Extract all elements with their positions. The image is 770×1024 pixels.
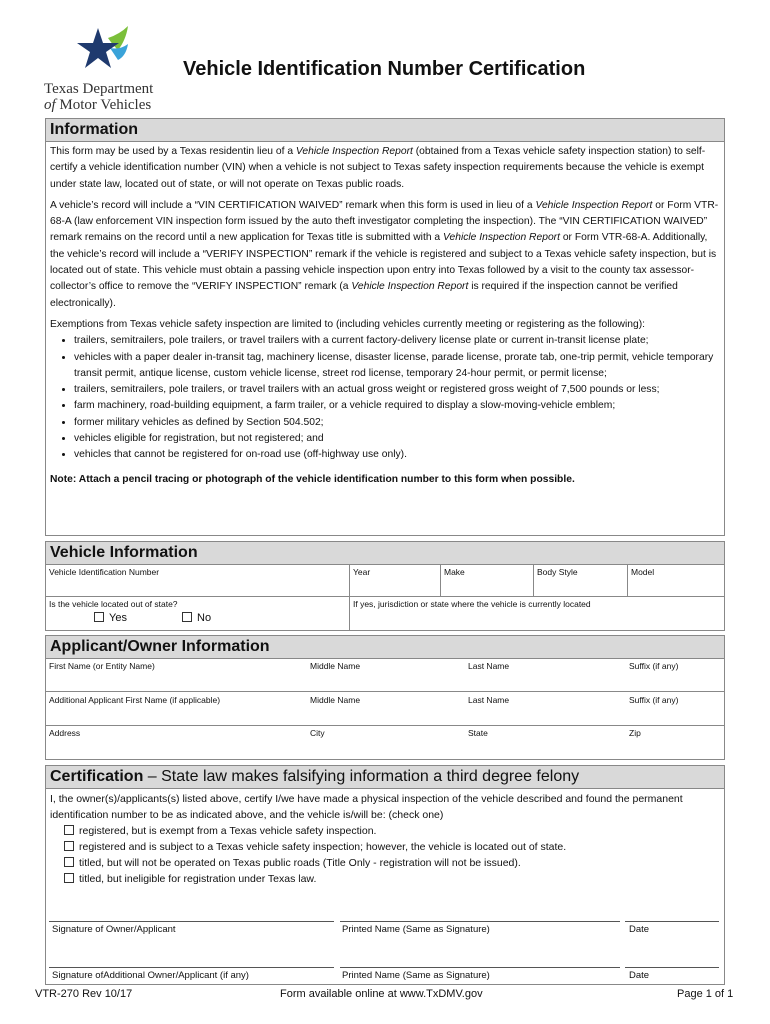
jurisdiction-field[interactable]: If yes, jurisdiction or state where the vehicle is currently located [353, 599, 591, 609]
information-body [46, 142, 724, 488]
additional-middle-name-field[interactable]: Middle Name [310, 695, 361, 705]
additional-first-name-field[interactable]: Additional Applicant First Name (if applicable) [49, 695, 221, 705]
vehicle-information-heading: Vehicle Information [46, 542, 724, 565]
star-logo-icon [76, 24, 136, 82]
checkbox-icon [182, 612, 192, 622]
first-name-field[interactable]: First Name (or Entity Name) [49, 661, 155, 671]
info-paragraph-2: A vehicle’s record will include a “VIN CERTIFICATION WAIVED” remark when this form is used in lieu of a Vehicle Inspection Report or Form VTR-68-A (law enforcement VIN inspection form issued by the auto theft investigator completing the inspection). The “VIN CERTIFICATION WAIVED” remark remains on the record until a new application for Texas title is submitted with a Vehicle Inspection Report or Form VTR-68-A. Additionally, the vehicle’s record will include a “VERIFY INSPECTION” remark if the vehicle is registered and subject to a Texas vehicle safety inspection, but is located out of state. This vehicle must obtain a passing vehicle inspection upon entry into Texas followed by a visit to the county tax assessor-collector’s office to remove the “VERIFY INSPECTION” remark (a Vehicle Inspection Report is required if the inspection cannot be verified electronically). [50, 199, 719, 309]
last-name-field[interactable]: Last Name [468, 661, 510, 671]
body-style-field[interactable]: Body Style [537, 567, 578, 577]
checkbox-icon [64, 857, 74, 867]
model-field[interactable]: Model [631, 567, 655, 577]
certification-heading: Certification – State law makes falsifying information a third degree felony [46, 766, 724, 789]
note-text: Note: Attach a pencil tracing or photograph of the vehicle identification number to this form when possible. [50, 473, 575, 485]
form-number: VTR-270 Rev 10/17 [35, 988, 133, 1000]
list-item: • trailers, semitrailers, pole trailers, or travel trailers with an actual gross weight or registered gross weight of 7,500 pounds or less; [74, 382, 720, 398]
suffix-field[interactable]: Suffix (if any) [629, 661, 679, 671]
applicant-section [45, 635, 725, 760]
information-section [45, 118, 725, 536]
no-checkbox[interactable]: No [182, 612, 211, 624]
additional-signature-line[interactable] [49, 967, 334, 968]
city-field[interactable]: City [310, 728, 325, 738]
logo-line-1: Texas Department [44, 81, 154, 97]
state-field[interactable]: State [468, 728, 488, 738]
info-paragraph-3: Exemptions from Texas vehicle safety inspection are limited to (including vehicles currently meeting or registering as the following): [50, 318, 646, 330]
list-item: • farm machinery, road-building equipment, a farm trailer, or a vehicle required to display a slow-moving-vehicle emblem; [74, 398, 720, 414]
owner-date-line[interactable] [625, 921, 719, 922]
applicant-heading: Applicant/Owner Information [46, 636, 724, 659]
owner-printed-name-line[interactable] [340, 921, 620, 922]
txdmv-logo [40, 24, 175, 116]
list-item: • vehicles that cannot be registered for on-road use (off-highway use only). [74, 447, 720, 463]
owner-printed-name-label: Printed Name (Same as Signature) [342, 924, 490, 935]
page-title: Vehicle Identification Number Certification [183, 58, 586, 80]
info-paragraph-1: This form may be used by a Texas residentin lieu of a Vehicle Inspection Report (obtained from a Texas vehicle safety inspection station) to self-certify a vehicle identification number (VIN) when a vehicle is not subject to Texas safety inspection requirements because the vehicle is exempt under state law, located out of state, or will not operate on Texas public roads. [50, 146, 706, 190]
vehicle-information-section [45, 541, 725, 631]
list-item: • trailers, semitrailers, pole trailers, or travel trailers with a current factory-delivery license plate or current in-transit license plate; [74, 333, 720, 349]
page-number: Page 1 of 1 [677, 988, 734, 1000]
additional-date-line[interactable] [625, 967, 719, 968]
additional-printed-name-label: Printed Name (Same as Signature) [342, 970, 490, 981]
checkbox-icon [64, 825, 74, 835]
yes-checkbox[interactable]: Yes [94, 612, 127, 624]
list-item: • former military vehicles as defined by Section 504.502; [74, 415, 720, 431]
make-field[interactable]: Make [444, 567, 465, 577]
checkbox-icon [94, 612, 104, 622]
checkbox-icon [64, 841, 74, 851]
additional-signature-label: Signature ofAdditional Owner/Applicant (if any) [52, 970, 249, 981]
certification-section [45, 765, 725, 985]
cert-option-2[interactable]: registered and is subject to a Texas vehicle safety inspection; however, the vehicle is located out of state. [50, 839, 720, 855]
checkbox-icon [64, 873, 74, 883]
form-online-notice: Form available online at www.TxDMV.gov [280, 988, 483, 1000]
address-field[interactable]: Address [49, 728, 81, 738]
logo-line-2: of Motor Vehicles [44, 97, 152, 113]
certification-body [46, 789, 724, 887]
information-heading: Information [46, 119, 724, 142]
out-of-state-label: Is the vehicle located out of state? [49, 599, 178, 609]
exemption-list [50, 333, 720, 463]
cert-option-3[interactable]: titled, but will not be operated on Texas public roads (Title Only - registration will not be issued). [50, 855, 720, 871]
list-item: • vehicles eligible for registration, but not registered; and [74, 431, 720, 447]
additional-printed-name-line[interactable] [340, 967, 620, 968]
vin-field[interactable]: Vehicle Identification Number [49, 567, 160, 577]
list-item: • vehicles with a paper dealer in-transit tag, machinery license, disaster license, parade license, prorate tab, one-trip permit, vehicle temporary transit permit, antique license, custom vehicle license, street rod license, temporary 24-hour permit, or permit license; [74, 350, 720, 383]
additional-suffix-field[interactable]: Suffix (if any) [629, 695, 679, 705]
additional-date-label: Date [629, 970, 650, 981]
owner-date-label: Date [629, 924, 650, 935]
additional-last-name-field[interactable]: Last Name [468, 695, 510, 705]
cert-option-4[interactable]: titled, but ineligible for registration under Texas law. [50, 871, 720, 887]
middle-name-field[interactable]: Middle Name [310, 661, 361, 671]
owner-signature-line[interactable] [49, 921, 334, 922]
owner-signature-label: Signature of Owner/Applicant [52, 924, 176, 935]
year-field[interactable]: Year [353, 567, 371, 577]
zip-field[interactable]: Zip [629, 728, 641, 738]
certification-intro: I, the owner(s)/applicants(s) listed above, certify I/we have made a physical inspection of the vehicle described and found the permanent identification number to be as indicated above, and the vehicle is/will be: (check one) [50, 793, 683, 821]
cert-option-1[interactable]: registered, but is exempt from a Texas vehicle safety inspection. [50, 823, 720, 839]
